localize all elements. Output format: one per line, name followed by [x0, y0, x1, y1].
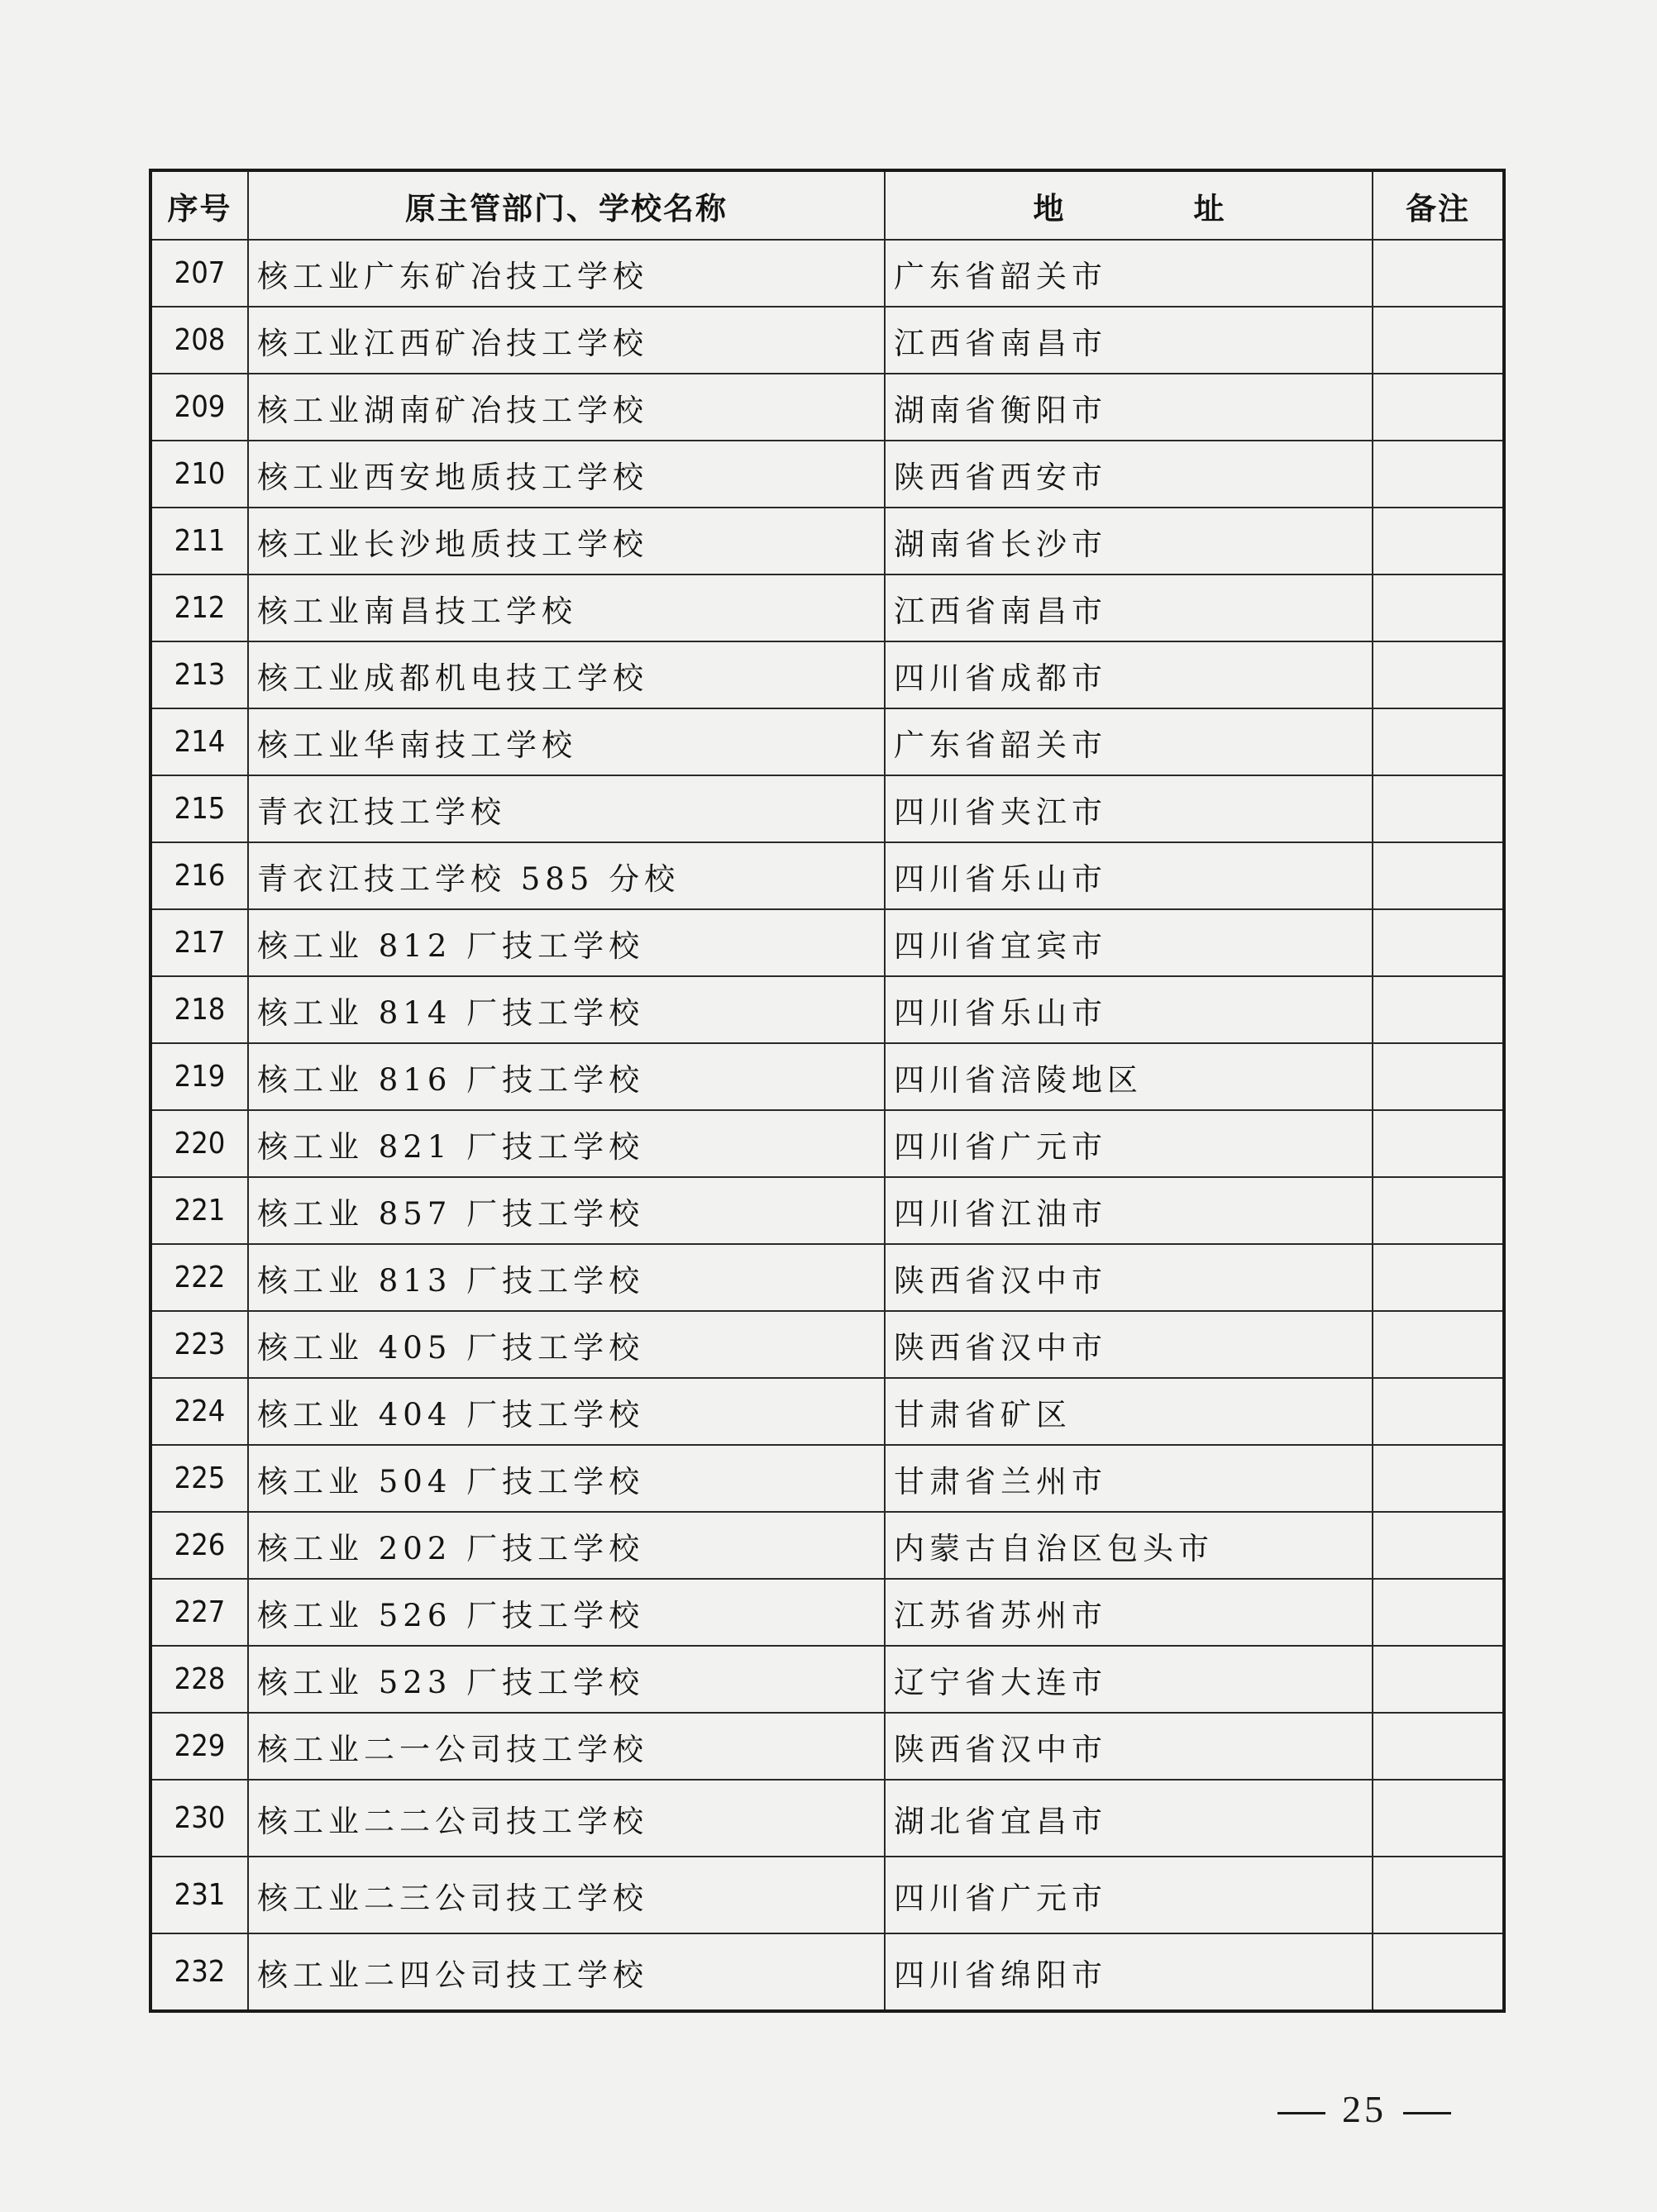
table-row	[150, 1579, 1504, 1646]
header-school-name: 原主管部门、学校名称	[248, 170, 885, 240]
row-serial-number: 223	[150, 1311, 248, 1378]
table-row	[150, 374, 1504, 441]
row-address: 甘肃省矿区	[885, 1378, 1373, 1445]
table-row	[150, 441, 1504, 508]
table-row	[150, 909, 1504, 976]
row-serial-number: 216	[150, 842, 248, 909]
row-remarks	[1373, 1579, 1504, 1646]
table-row	[150, 1646, 1504, 1713]
row-address: 四川省夹江市	[885, 775, 1373, 842]
page-number	[1261, 2087, 1468, 2131]
table-row	[150, 1445, 1504, 1512]
table-row	[150, 1110, 1504, 1177]
row-address: 湖南省衡阳市	[885, 374, 1373, 441]
row-school-name: 青衣江技工学校	[248, 775, 885, 842]
row-serial-number: 224	[150, 1378, 248, 1445]
row-school-name: 核工业江西矿冶技工学校	[248, 307, 885, 374]
row-address: 甘肃省兰州市	[885, 1445, 1373, 1512]
row-address: 陕西省汉中市	[885, 1244, 1373, 1311]
row-school-name: 核工业长沙地质技工学校	[248, 508, 885, 574]
row-address: 陕西省汉中市	[885, 1713, 1373, 1780]
row-school-name: 核工业 812 厂技工学校	[248, 909, 885, 976]
row-serial-number: 219	[150, 1043, 248, 1110]
row-serial-number: 218	[150, 976, 248, 1043]
table-row	[150, 1933, 1504, 2011]
row-remarks	[1373, 307, 1504, 374]
table-row	[150, 240, 1504, 307]
row-school-name: 核工业成都机电技工学校	[248, 641, 885, 708]
row-address: 四川省江油市	[885, 1177, 1373, 1244]
row-serial-number: 231	[150, 1857, 248, 1933]
row-serial-number: 232	[150, 1933, 248, 2011]
row-serial-number: 227	[150, 1579, 248, 1646]
row-school-name: 核工业 821 厂技工学校	[248, 1110, 885, 1177]
row-school-name: 核工业二四公司技工学校	[248, 1933, 885, 2011]
row-serial-number: 225	[150, 1445, 248, 1512]
row-school-name: 核工业南昌技工学校	[248, 574, 885, 641]
row-school-name: 核工业 404 厂技工学校	[248, 1378, 885, 1445]
row-school-name: 核工业湖南矿冶技工学校	[248, 374, 885, 441]
row-serial-number: 221	[150, 1177, 248, 1244]
row-remarks	[1373, 1646, 1504, 1713]
row-address: 四川省涪陵地区	[885, 1043, 1373, 1110]
row-serial-number: 207	[150, 240, 248, 307]
school-list-table	[149, 169, 1506, 2013]
row-remarks	[1373, 641, 1504, 708]
row-remarks	[1373, 240, 1504, 307]
row-remarks	[1373, 1043, 1504, 1110]
row-remarks	[1373, 1244, 1504, 1311]
row-remarks	[1373, 1311, 1504, 1378]
row-serial-number: 230	[150, 1780, 248, 1857]
row-school-name: 核工业 526 厂技工学校	[248, 1579, 885, 1646]
row-remarks	[1373, 374, 1504, 441]
row-serial-number: 222	[150, 1244, 248, 1311]
row-school-name: 核工业 814 厂技工学校	[248, 976, 885, 1043]
row-remarks	[1373, 842, 1504, 909]
row-school-name: 核工业 813 厂技工学校	[248, 1244, 885, 1311]
row-remarks	[1373, 1512, 1504, 1579]
dash-right	[1403, 2112, 1451, 2114]
row-serial-number: 228	[150, 1646, 248, 1713]
row-address: 辽宁省大连市	[885, 1646, 1373, 1713]
row-address: 陕西省汉中市	[885, 1311, 1373, 1378]
row-address: 四川省宜宾市	[885, 909, 1373, 976]
page-number-text: 25	[1342, 2088, 1387, 2130]
row-remarks	[1373, 775, 1504, 842]
table-row	[150, 708, 1504, 775]
row-remarks	[1373, 1713, 1504, 1780]
table-row	[150, 1043, 1504, 1110]
row-address: 四川省绵阳市	[885, 1933, 1373, 2011]
row-serial-number: 210	[150, 441, 248, 508]
row-school-name: 核工业 857 厂技工学校	[248, 1177, 885, 1244]
row-address: 江西省南昌市	[885, 307, 1373, 374]
table-row	[150, 1177, 1504, 1244]
row-remarks	[1373, 1177, 1504, 1244]
table-row	[150, 307, 1504, 374]
row-serial-number: 208	[150, 307, 248, 374]
header-remarks: 备注	[1373, 170, 1504, 240]
row-remarks	[1373, 708, 1504, 775]
table-row	[150, 574, 1504, 641]
row-school-name: 核工业华南技工学校	[248, 708, 885, 775]
row-address: 四川省广元市	[885, 1857, 1373, 1933]
row-serial-number: 220	[150, 1110, 248, 1177]
table-row	[150, 508, 1504, 574]
header-serial-number: 序号	[150, 170, 248, 240]
header-address: 地 址	[885, 170, 1373, 240]
table-row	[150, 775, 1504, 842]
row-serial-number: 209	[150, 374, 248, 441]
table-row	[150, 1311, 1504, 1378]
row-school-name: 核工业 202 厂技工学校	[248, 1512, 885, 1579]
row-address: 湖北省宜昌市	[885, 1780, 1373, 1857]
table-row	[150, 1378, 1504, 1445]
row-address: 湖南省长沙市	[885, 508, 1373, 574]
row-school-name: 核工业二二公司技工学校	[248, 1780, 885, 1857]
row-remarks	[1373, 909, 1504, 976]
row-school-name: 青衣江技工学校 585 分校	[248, 842, 885, 909]
dash-left	[1277, 2112, 1325, 2114]
row-remarks	[1373, 1378, 1504, 1445]
row-school-name: 核工业 523 厂技工学校	[248, 1646, 885, 1713]
row-school-name: 核工业二一公司技工学校	[248, 1713, 885, 1780]
row-remarks	[1373, 574, 1504, 641]
row-school-name: 核工业 405 厂技工学校	[248, 1311, 885, 1378]
table-body	[150, 240, 1504, 2011]
table-header-row	[150, 170, 1504, 240]
row-remarks	[1373, 1780, 1504, 1857]
row-remarks	[1373, 1445, 1504, 1512]
row-serial-number: 226	[150, 1512, 248, 1579]
row-school-name: 核工业西安地质技工学校	[248, 441, 885, 508]
row-serial-number: 213	[150, 641, 248, 708]
table-row	[150, 1244, 1504, 1311]
row-serial-number: 217	[150, 909, 248, 976]
row-address: 江西省南昌市	[885, 574, 1373, 641]
row-school-name: 核工业二三公司技工学校	[248, 1857, 885, 1933]
table-row	[150, 1780, 1504, 1857]
row-address: 四川省成都市	[885, 641, 1373, 708]
row-address: 内蒙古自治区包头市	[885, 1512, 1373, 1579]
row-address: 江苏省苏州市	[885, 1579, 1373, 1646]
row-serial-number: 215	[150, 775, 248, 842]
row-address: 四川省乐山市	[885, 976, 1373, 1043]
row-address: 陕西省西安市	[885, 441, 1373, 508]
table-row	[150, 1512, 1504, 1579]
row-remarks	[1373, 1857, 1504, 1933]
row-school-name: 核工业 504 厂技工学校	[248, 1445, 885, 1512]
row-remarks	[1373, 1110, 1504, 1177]
table-row	[150, 1713, 1504, 1780]
row-serial-number: 229	[150, 1713, 248, 1780]
table-row	[150, 1857, 1504, 1933]
row-remarks	[1373, 441, 1504, 508]
table-row	[150, 842, 1504, 909]
table-row	[150, 976, 1504, 1043]
table-row	[150, 641, 1504, 708]
row-remarks	[1373, 976, 1504, 1043]
row-address: 广东省韶关市	[885, 240, 1373, 307]
row-school-name: 核工业 816 厂技工学校	[248, 1043, 885, 1110]
row-address: 四川省广元市	[885, 1110, 1373, 1177]
row-serial-number: 212	[150, 574, 248, 641]
row-address: 广东省韶关市	[885, 708, 1373, 775]
row-address: 四川省乐山市	[885, 842, 1373, 909]
row-remarks	[1373, 1933, 1504, 2011]
row-remarks	[1373, 508, 1504, 574]
row-school-name: 核工业广东矿冶技工学校	[248, 240, 885, 307]
row-serial-number: 211	[150, 508, 248, 574]
row-serial-number: 214	[150, 708, 248, 775]
